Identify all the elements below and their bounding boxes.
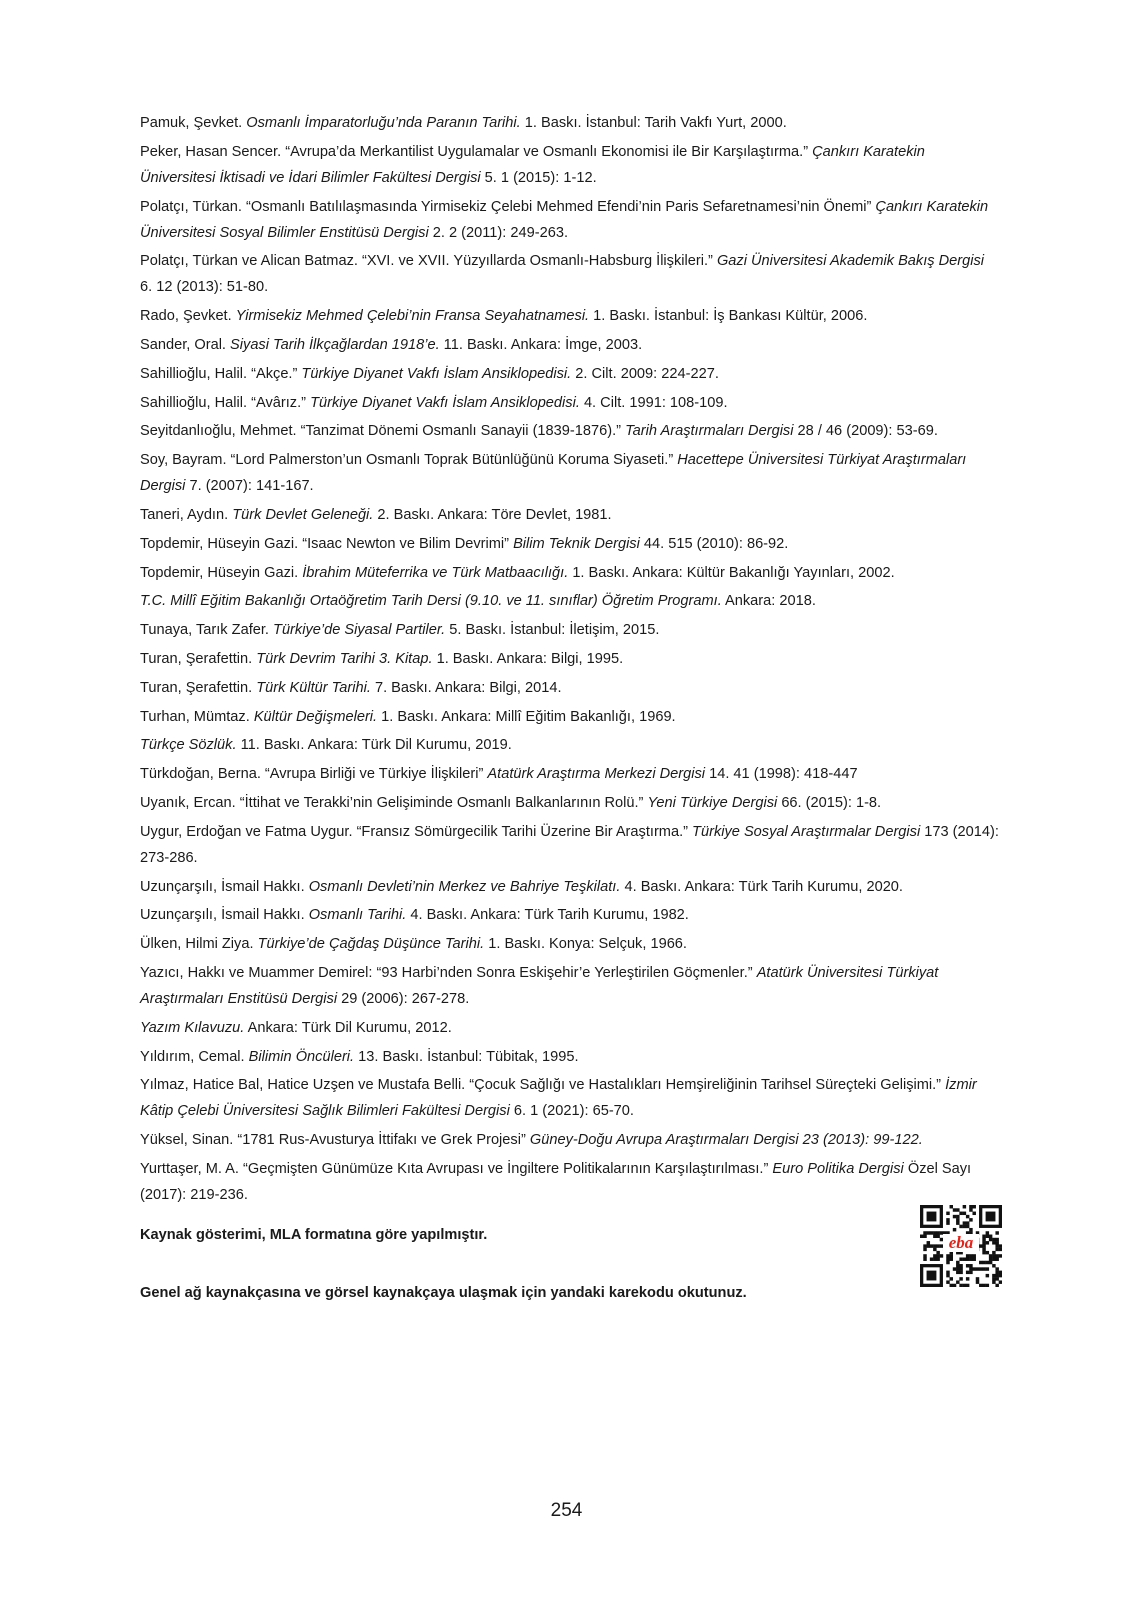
reference-text: Turan, Şerafettin. (140, 679, 257, 696)
bibliography-list (140, 110, 1000, 1211)
reference-title: Hacettepe Üniversitesi Türkiyat Araştırmaları Dergisi (140, 452, 967, 495)
reference-text: Polatçı, Türkan. “Osmanlı Batılılaşmasında Yirmisekiz Çelebi Mehmed Efendi’nin Paris Sefaretnamesi’nin Önemi” (140, 198, 876, 215)
reference-title: T.C. Millî Eğitim Bakanlığı Ortaöğretim Tarih Dersi (9.10. ve 11. sınıflar) Öğretim Programı. (140, 593, 722, 610)
reference-text: 1. Baskı. Ankara: Millî Eğitim Bakanlığı, 1969. (377, 708, 676, 725)
reference-text: Taneri, Aydın. (140, 506, 233, 523)
reference-title: Osmanlı İmparatorluğu’nda Paranın Tarihi. (246, 115, 521, 131)
reference-entry (140, 531, 1000, 557)
reference-title: Bilimin Öncüleri. (248, 1048, 355, 1065)
page-number: 254 (550, 1500, 583, 1521)
reference-text: 4. Baskı. Ankara: Türk Tarih Kurumu, 1982. (406, 907, 689, 924)
reference-text: Yurttaşer, M. A. “Geçmişten Günümüze Kıta Avrupası ve İngiltere Politikalarının Karşılaştırılması.” (140, 1160, 773, 1177)
reference-text: Uzunçarşılı, İsmail Hakkı. (140, 907, 309, 924)
reference-text: Yıldırım, Cemal. (140, 1048, 249, 1065)
reference-text: 1. Baskı. İstanbul: Tarih Vakfı Yurt, 2000. (520, 115, 787, 131)
reference-entry (140, 1156, 1000, 1208)
reference-text: Yüksel, Sinan. “1781 Rus-Avusturya İttifakı ve Grek Projesi” (140, 1132, 530, 1149)
reference-entry (140, 1072, 1000, 1124)
reference-text: Tunaya, Tarık Zafer. (140, 622, 274, 639)
reference-title: Türkiye’de Siyasal Partiler. (273, 622, 446, 639)
reference-entry (140, 761, 1000, 787)
reference-text: Sander, Oral. (140, 336, 231, 353)
reference-text: 5. Baskı. İstanbul: İletişim, 2015. (445, 622, 660, 639)
reference-text: Rado, Şevket. (140, 308, 236, 325)
reference-text: 6. 12 (2013): 51-80. (140, 279, 269, 296)
reference-text: Yılmaz, Hatice Bal, Hatice Uzşen ve Mustafa Belli. “Çocuk Sağlığı ve Hastalıkları Hemşireliğinin Tarihsel Süreçteki Gelişimi.” (140, 1077, 946, 1094)
reference-text: 173 (2014): 273-286. (140, 823, 999, 866)
reference-text: 44. 515 (2010): 86-92. (639, 535, 789, 552)
reference-text: Uyanık, Ercan. “İttihat ve Terakki’nin Gelişiminde Osmanlı Balkanlarının Rolü.” (140, 794, 648, 811)
reference-text: 5. 1 (2015): 1-12. (480, 169, 597, 186)
reference-text: 7. (2007): 141-167. (185, 478, 314, 495)
citation-format-note: Kaynak gösterimi, MLA formatına göre yapılmıştır. (140, 1227, 488, 1243)
reference-text: 1. Baskı. Konya: Selçuk, 1966. (484, 936, 687, 953)
reference-entry (140, 418, 1000, 444)
reference-title: Tarih Araştırmaları Dergisi (625, 423, 794, 440)
reference-text: Turhan, Mümtaz. (140, 708, 254, 725)
reference-entry (140, 1044, 1000, 1070)
reference-text: Yazıcı, Hakkı ve Muammer Demirel: “93 Harbi’nden Sonra Eskişehir’e Yerleştirilen Göçmenler.” (140, 964, 757, 981)
reference-entry (140, 248, 1000, 300)
reference-text: 4. Baskı. Ankara: Türk Tarih Kurumu, 2020. (620, 878, 903, 895)
reference-text: Polatçı, Türkan ve Alican Batmaz. “XVI. ve XVII. Yüzyıllarda Osmanlı-Habsburg İlişkileri.” (140, 253, 717, 270)
reference-text: Türkdoğan, Berna. “Avrupa Birliği ve Türkiye İlişkileri” (140, 766, 488, 783)
reference-title: Yeni Türkiye Dergisi (647, 794, 778, 811)
reference-entry (140, 646, 1000, 672)
reference-title: Euro Politika Dergisi (772, 1160, 904, 1177)
reference-entry (140, 902, 1000, 928)
reference-title: Siyasi Tarih İlkçağlardan 1918’e. (230, 336, 440, 353)
reference-title: Türk Kültür Tarihi. (256, 679, 371, 696)
reference-text: Özel Sayı (2017): 219-236. (140, 1160, 972, 1203)
reference-title: Yirmisekiz Mehmed Çelebi’nin Fransa Seyahatnamesi. (235, 308, 590, 325)
reference-text: Pamuk, Şevket. (140, 115, 247, 131)
reference-title: Çankırı Karatekin Üniversitesi Sosyal Bilimler Enstitüsü Dergisi (140, 198, 989, 241)
reference-entry (140, 819, 1000, 871)
reference-title: Atatürk Araştırma Merkezi Dergisi (487, 766, 706, 783)
reference-title: Bilim Teknik Dergisi (513, 535, 640, 552)
qr-code-icon (920, 1205, 1002, 1287)
reference-title: Osmanlı Tarihi. (308, 907, 407, 924)
reference-title: Türkçe Sözlük. (140, 737, 237, 754)
reference-text: 2. 2 (2011): 249-263. (428, 224, 568, 241)
reference-title: İbrahim Müteferrika ve Türk Matbaacılığı. (302, 564, 569, 581)
reference-entry (140, 560, 1000, 586)
reference-text: 1. Baskı. Ankara: Kültür Bakanlığı Yayınları, 2002. (568, 564, 895, 581)
reference-entry (140, 790, 1000, 816)
reference-text: Seyitdanlıoğlu, Mehmet. “Tanzimat Dönemi Osmanlı Sanayii (1839-1876).” (140, 423, 626, 440)
reference-text: 28 / 46 (2009): 53-69. (793, 423, 938, 440)
reference-entry (140, 960, 1000, 1012)
reference-text: Sahillioğlu, Halil. “Akçe.” (140, 365, 302, 382)
reference-entry (140, 194, 1000, 246)
eba-logo-text: eba (948, 1233, 974, 1252)
reference-text: Topdemir, Hüseyin Gazi. (140, 564, 303, 581)
reference-text: 2. Baskı. Ankara: Töre Devlet, 1981. (373, 506, 612, 523)
reference-text: Uygur, Erdoğan ve Fatma Uygur. “Fransız Sömürgecilik Tarihi Üzerine Bir Araştırma.” (140, 823, 693, 840)
reference-entry (140, 704, 1000, 730)
reference-title: Türkiye Diyanet Vakfı İslam Ansiklopedisi. (310, 394, 580, 411)
reference-title: Türkiye Diyanet Vakfı İslam Ansiklopedisi. (301, 365, 572, 382)
reference-entry (140, 303, 1000, 329)
reference-entry (140, 139, 1000, 191)
reference-title: Kültür Değişmeleri. (253, 708, 378, 725)
reference-text: 1. Baskı. Ankara: Bilgi, 1995. (432, 650, 624, 667)
reference-text: 4. Cilt. 1991: 108-109. (579, 394, 728, 411)
reference-text: 6. 1 (2021): 65-70. (509, 1103, 634, 1120)
reference-title: Gazi Üniversitesi Akademik Bakış Dergisi (716, 253, 985, 270)
reference-entry (140, 447, 1000, 499)
reference-title: Atatürk Üniversitesi Türkiyat Araştırmaları Enstitüsü Dergisi (140, 964, 939, 1007)
reference-entry (140, 617, 1000, 643)
reference-text: 7. Baskı. Ankara: Bilgi, 2014. (370, 679, 562, 696)
qr-instruction-note: Genel ağ kaynakçasına ve görsel kaynakçaya ulaşmak için yandaki karekodu okutunuz. (140, 1285, 747, 1301)
reference-text: 66. (2015): 1-8. (777, 794, 882, 811)
reference-text: 2. Cilt. 2009: 224-227. (571, 365, 719, 382)
reference-entry (140, 1015, 1000, 1041)
reference-text: Topdemir, Hüseyin Gazi. “Isaac Newton ve Bilim Devrimi” (140, 535, 514, 552)
reference-title: Çankırı Karatekin Üniversitesi İktisadi ve İdari Bilimler Fakültesi Dergisi (140, 143, 925, 186)
reference-text: Ülken, Hilmi Ziya. (140, 936, 258, 953)
reference-title: Güney-Doğu Avrupa Araştırmaları Dergisi 23 (2013): 99-122. (529, 1132, 923, 1149)
qr-code[interactable] (920, 1205, 1002, 1287)
reference-text: 11. Baskı. Ankara: İmge, 2003. (439, 336, 643, 353)
reference-entry (140, 732, 1000, 758)
eba-logo (943, 1233, 979, 1252)
reference-text: 29 (2006): 267-278. (337, 990, 470, 1007)
reference-title: Yazım Kılavuzu. (140, 1019, 245, 1036)
reference-text: Turan, Şerafettin. (140, 650, 257, 667)
reference-title: Türk Devlet Geleneği. (232, 506, 374, 523)
reference-text: 11. Baskı. Ankara: Türk Dil Kurumu, 2019. (236, 737, 512, 754)
reference-entry (140, 874, 1000, 900)
reference-title: İzmir Kâtip Çelebi Üniversitesi Sağlık Bilimleri Fakültesi Dergisi (140, 1077, 977, 1120)
reference-text: Soy, Bayram. “Lord Palmerston’un Osmanlı Toprak Bütünlüğünü Koruma Siyaseti.” (140, 452, 678, 469)
reference-title: Türk Devrim Tarihi 3. Kitap. (256, 650, 433, 667)
reference-text: Ankara: Türk Dil Kurumu, 2012. (244, 1019, 452, 1036)
reference-text: 14. 41 (1998): 418-447 (705, 766, 858, 783)
reference-entry (140, 502, 1000, 528)
reference-text: Sahillioğlu, Halil. “Avârız.” (140, 394, 311, 411)
reference-entry (140, 1127, 1000, 1153)
reference-text: 13. Baskı. İstanbul: Tübitak, 1995. (354, 1048, 579, 1065)
reference-entry (140, 361, 1000, 387)
reference-text: Uzunçarşılı, İsmail Hakkı. (140, 878, 309, 895)
reference-text: Ankara: 2018. (721, 593, 816, 610)
reference-title: Osmanlı Devleti’nin Merkez ve Bahriye Teşkilatı. (308, 878, 621, 895)
reference-entry (140, 588, 1000, 614)
reference-entry (140, 110, 1000, 136)
reference-entry (140, 675, 1000, 701)
reference-entry (140, 332, 1000, 358)
reference-title: Türkiye Sosyal Araştırmalar Dergisi (692, 823, 921, 840)
reference-title: Türkiye’de Çağdaş Düşünce Tarihi. (257, 936, 485, 953)
reference-entry (140, 390, 1000, 416)
reference-entry (140, 931, 1000, 957)
reference-text: 1. Baskı. İstanbul: İş Bankası Kültür, 2006. (589, 308, 868, 325)
reference-text: Peker, Hasan Sencer. “Avrupa’da Merkantilist Uygulamalar ve Osmanlı Ekonomisi ile Bir Karşılaştırma.” (140, 143, 813, 160)
